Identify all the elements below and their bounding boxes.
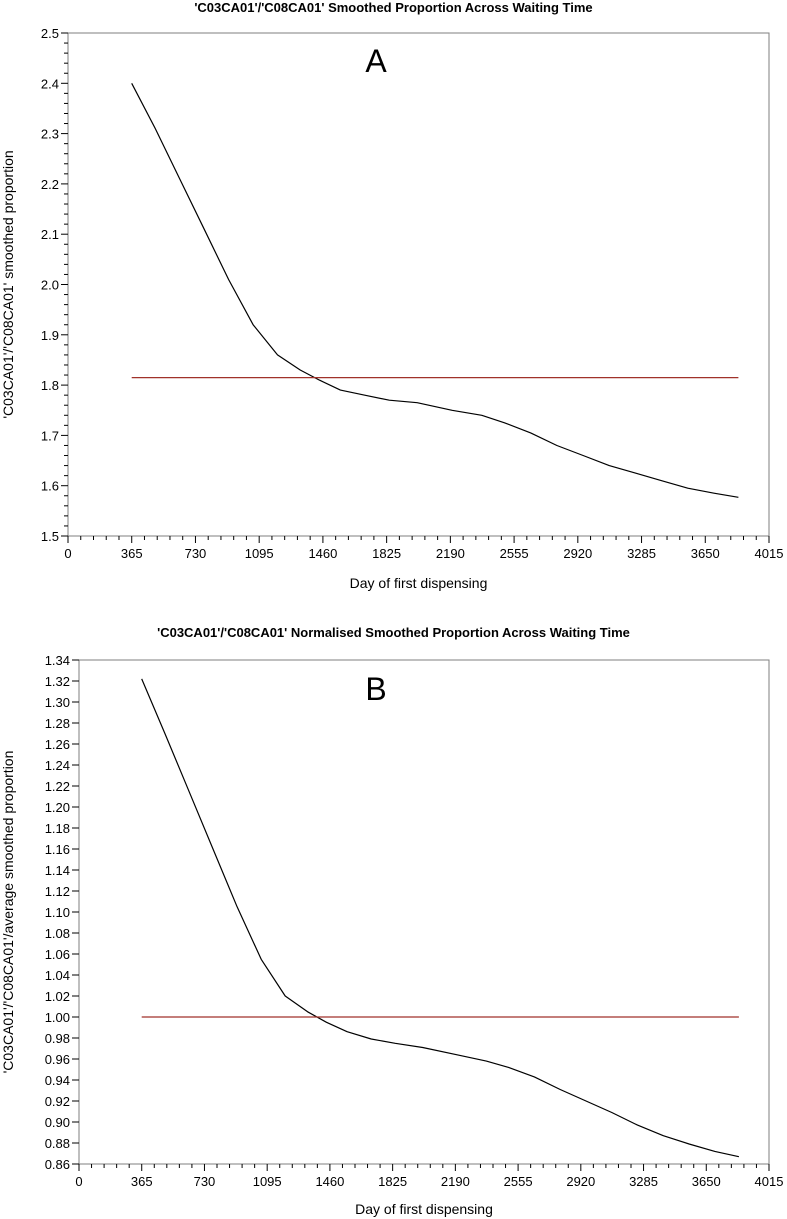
- chart-b-y-tick-label: 1.26: [44, 737, 70, 752]
- chart-b-x-tick-label: 1095: [252, 1174, 282, 1189]
- chart-b-y-tick-label: 1.30: [44, 695, 70, 710]
- chart-a-y-tick-label: 2.5: [40, 26, 59, 41]
- chart-a-x-tick-label: 1460: [308, 546, 338, 561]
- chart-b-y-tick-label: 0.88: [44, 1136, 70, 1151]
- chart-a-panel-label: A: [365, 43, 387, 79]
- chart-a-x-axis-label: Day of first dispensing: [349, 575, 488, 591]
- chart-b-x-tick-label: 2920: [566, 1174, 596, 1189]
- chart-a-y-tick-label: 1.8: [40, 378, 59, 394]
- chart-b-x-tick-label: 3650: [691, 1174, 721, 1189]
- chart-b-smoothed-line: [142, 679, 739, 1157]
- chart-b-y-tick-label: 1.22: [44, 779, 70, 794]
- chart-b-y-tick-label: 0.92: [44, 1094, 70, 1109]
- chart-b-y-tick-label: 0.96: [44, 1052, 70, 1067]
- chart-b-y-tick-label: 1.20: [44, 800, 70, 815]
- chart-b-y-axis-label: 'C03CA01'/'C08CA01'/average smoothed proportion: [0, 750, 16, 1074]
- chart-b-plot-frame: [79, 660, 769, 1164]
- chart-a-y-tick-label: 1.5: [40, 529, 59, 544]
- chart-a-x-tick-label: 365: [120, 546, 143, 561]
- chart-b-y-tick-label: 1.14: [44, 863, 70, 878]
- chart-b-panel-label: B: [365, 671, 387, 707]
- chart-a-y-tick-label: 2.0: [40, 277, 59, 293]
- chart-b-y-tick-label: 1.00: [44, 1010, 70, 1025]
- chart-a-x-tick-label: 1095: [244, 546, 274, 561]
- chart-a-x-tick-label: 4015: [754, 546, 784, 561]
- chart-a-y-tick-label: 2.2: [40, 176, 59, 192]
- chart-b-y-tick-label: 0.90: [44, 1115, 70, 1130]
- chart-b-x-tick-label: 730: [193, 1174, 216, 1189]
- chart-b-y-tick-label: 1.02: [44, 989, 70, 1004]
- chart-a-x-tick-label: 2190: [435, 546, 465, 561]
- chart-b-y-tick-label: 1.04: [44, 968, 70, 983]
- chart-b-x-tick-label: 365: [130, 1174, 153, 1189]
- chart-a-y-axis-label: 'C03CA01'/'C08CA01' smoothed proportion: [0, 150, 16, 419]
- chart-a-x-tick-label: 3285: [627, 546, 657, 561]
- chart-a-y-tick-label: 1.9: [40, 327, 59, 343]
- chart-a-x-tick-label: 730: [184, 546, 207, 561]
- chart-a-y-tick-label: 2.3: [40, 126, 59, 142]
- chart-a-y-tick-label: 2.4: [40, 76, 59, 92]
- chart-b-x-axis-label: Day of first dispensing: [355, 1201, 493, 1217]
- chart-a-x-tick-label: 1825: [372, 546, 402, 561]
- chart-b-x-tick-label: 3285: [629, 1174, 659, 1189]
- chart-b-y-tick-label: 0.94: [44, 1073, 70, 1088]
- chart-a-y-tick-label: 1.6: [40, 478, 59, 494]
- chart-b-x-tick-label: 2555: [503, 1174, 533, 1189]
- chart-b-y-tick-label: 1.12: [44, 884, 70, 899]
- chart-b-y-tick-label: 1.08: [44, 926, 70, 941]
- chart-b-x-tick-label: 1825: [378, 1174, 408, 1189]
- chart-b-x-tick-label: 0: [75, 1174, 83, 1189]
- chart-a-y-tick-label: 2.1: [40, 227, 59, 243]
- chart-a-x-tick-label: 3650: [690, 546, 720, 561]
- chart-a-x-tick-label: 2555: [499, 546, 529, 561]
- chart-b-x-tick-label: 1460: [315, 1174, 345, 1189]
- chart-a-y-tick-label: 1.7: [40, 428, 59, 444]
- chart-b-y-tick-label: 0.86: [44, 1157, 70, 1172]
- chart-b-x-tick-label: 4015: [754, 1174, 784, 1189]
- chart-a-title: 'C03CA01'/'C08CA01' Smoothed Proportion Across Waiting Time: [194, 0, 593, 15]
- chart-b-y-tick-label: 1.16: [44, 842, 70, 857]
- chart-a-x-tick-label: 0: [64, 546, 72, 561]
- chart-b-y-tick-label: 1.10: [44, 905, 70, 920]
- chart-b-y-tick-label: 1.34: [44, 653, 70, 668]
- chart-a-x-tick-label: 2920: [563, 546, 593, 561]
- chart-b-y-tick-label: 1.28: [44, 716, 70, 731]
- chart-b-y-tick-label: 1.06: [44, 947, 70, 962]
- chart-b-title: 'C03CA01'/'C08CA01' Normalised Smoothed Proportion Across Waiting Time: [157, 625, 630, 640]
- chart-b-y-tick-label: 0.98: [44, 1031, 70, 1046]
- chart-b-y-tick-label: 1.18: [44, 821, 70, 836]
- chart-b-y-tick-label: 1.32: [44, 674, 70, 689]
- chart-b-x-tick-label: 2190: [440, 1174, 470, 1189]
- chart-b-y-tick-label: 1.24: [44, 758, 70, 773]
